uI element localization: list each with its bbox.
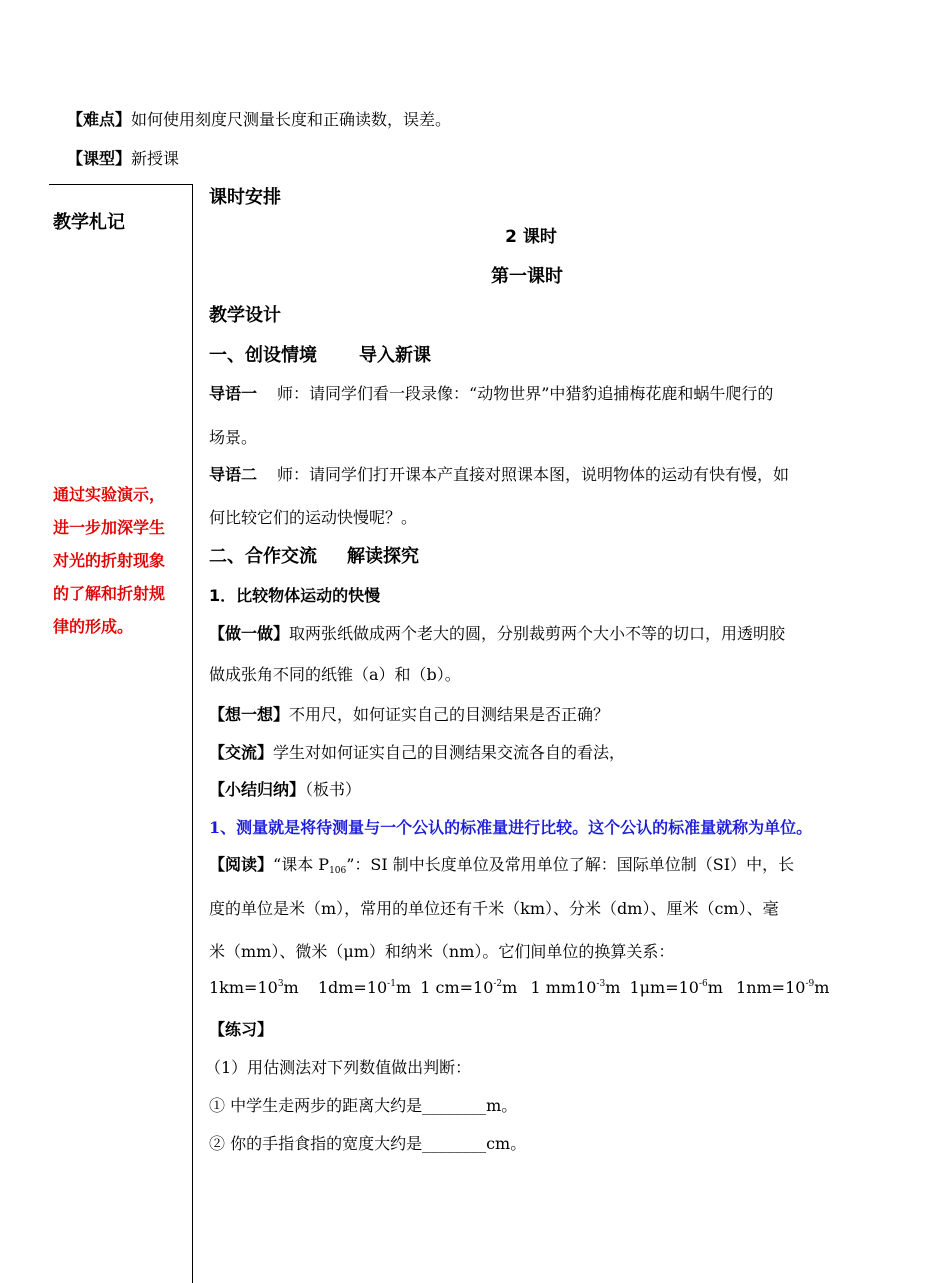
intro-2-text: 师：请同学们打开课本产直接对照课本图，说明物体的运动有快有慢，如	[277, 465, 790, 484]
conversion-item: $1nm=10^{-9}m$	[736, 978, 830, 997]
do-cont: 做成张角不同的纸锥（a）和（b）。	[209, 665, 461, 684]
difficulty-line	[67, 107, 451, 130]
section-title-a: 创设情境	[245, 345, 317, 366]
lesson-type-text: 新授课	[131, 149, 180, 168]
note-line: 的了解和折射规	[53, 584, 166, 603]
practice-question-1: ① 中学生走两步的距离大约是________m。	[209, 1096, 518, 1115]
note-line: 进一步加深学生	[53, 518, 166, 537]
unit-definition: 1、测量就是将待测量与一个公认的标准量进行比较。这个公认的标准量就称为单位。	[209, 818, 813, 837]
page-number: 106	[329, 866, 347, 876]
practice-tag: 【练习】	[209, 1020, 274, 1039]
lesson-type-line	[67, 146, 179, 169]
think-text: 不用尺，如何证实自己的目测结果是否正确？	[289, 705, 610, 724]
column-divider	[192, 184, 193, 1283]
section-number: 二、	[209, 546, 245, 567]
intro-2-label: 导语二	[209, 465, 258, 484]
conversion-item: 1 $mm10^{-3}m$	[530, 978, 621, 997]
summary-tag: 【小结归纳】	[209, 780, 306, 799]
conversion-item: $1\mu m=10^{-6}m$	[629, 978, 723, 997]
do-tag: 【做一做】	[209, 624, 290, 643]
exchange-tag: 【交流】	[209, 743, 274, 762]
section-heading-1	[209, 341, 431, 367]
intro-1-line	[209, 381, 773, 404]
conversion-item: $1km=10^3m$	[209, 978, 299, 997]
schedule-heading: 课时安排	[209, 187, 281, 208]
reading-text-b: ”：SI 制中长度单位及常用单位了解：国际单位制（SI）中，长	[346, 855, 795, 874]
do-text: 取两张纸做成两个老大的圆，分别裁剪两个大小不等的切口，用透明胶	[289, 624, 786, 643]
reading-tag: 【阅读】	[209, 855, 274, 874]
section-number: 一、	[209, 345, 245, 366]
exchange-line	[209, 740, 625, 763]
section-title-a: 合作交流	[245, 546, 317, 567]
practice-intro: （1）用估测法对下列数值做出判断：	[205, 1058, 472, 1077]
think-tag: 【想一想】	[209, 705, 290, 724]
conversion-item: $1dm=10^{-1}m$	[317, 978, 412, 997]
exchange-text: 学生对如何证实自己的目测结果交流各自的看法，	[273, 743, 626, 762]
summary-text: （板书）	[305, 780, 362, 799]
reading-cont-2: 米（mm）、微米（μm）和纳米（nm）。它们间单位的换算关系：	[209, 942, 675, 961]
conversion-item: 1 $cm=10^{-2}m$	[420, 978, 518, 997]
difficulty-text: 如何使用刻度尺测量长度和正确读数，误差。	[131, 110, 452, 129]
design-heading: 教学设计	[209, 305, 281, 326]
intro-2-cont: 何比较它们的运动快慢呢？。	[209, 508, 418, 527]
practice-question-2: ② 你的手指食指的宽度大约是________cm。	[209, 1134, 527, 1153]
sidebar-title: 教学札记	[53, 212, 125, 233]
summary-line	[209, 777, 361, 800]
intro-1-label: 导语一	[209, 384, 258, 403]
intro-1-text: 师：请同学们看一段录像：“动物世界”中猎豹追捕梅花鹿和蜗牛爬行的	[277, 384, 774, 403]
note-line: 对光的折射现象	[53, 551, 166, 570]
lesson-hours: 2 课时	[505, 227, 557, 247]
section-title-b: 解读探究	[347, 546, 419, 567]
difficulty-tag: 【难点】	[67, 110, 132, 129]
conversion-line	[209, 978, 829, 997]
first-lesson-heading: 第一课时	[491, 266, 563, 287]
reading-cont-1: 度的单位是米（m），常用的单位还有千米（km）、分米（dm）、厘米（cm）、毫	[209, 899, 779, 918]
intro-2-line	[209, 462, 789, 485]
think-line	[209, 702, 609, 725]
table-top-rule	[49, 184, 192, 185]
intro-1-cont: 场景。	[209, 428, 258, 447]
subsection-heading: 1．比较物体运动的快慢	[209, 586, 381, 605]
reading-text-a: “课本 P	[273, 855, 330, 874]
section-heading-2	[209, 542, 419, 568]
do-line	[209, 621, 785, 644]
answer-blank[interactable]: ________	[422, 1134, 487, 1153]
note-line: 通过实验演示，	[53, 485, 166, 504]
lesson-type-tag: 【课型】	[67, 149, 132, 168]
answer-blank[interactable]: ________	[422, 1096, 487, 1115]
sidebar-note	[53, 478, 189, 643]
section-title-b: 导入新课	[359, 345, 431, 366]
note-line: 律的形成。	[53, 617, 134, 636]
reading-line	[209, 852, 794, 875]
